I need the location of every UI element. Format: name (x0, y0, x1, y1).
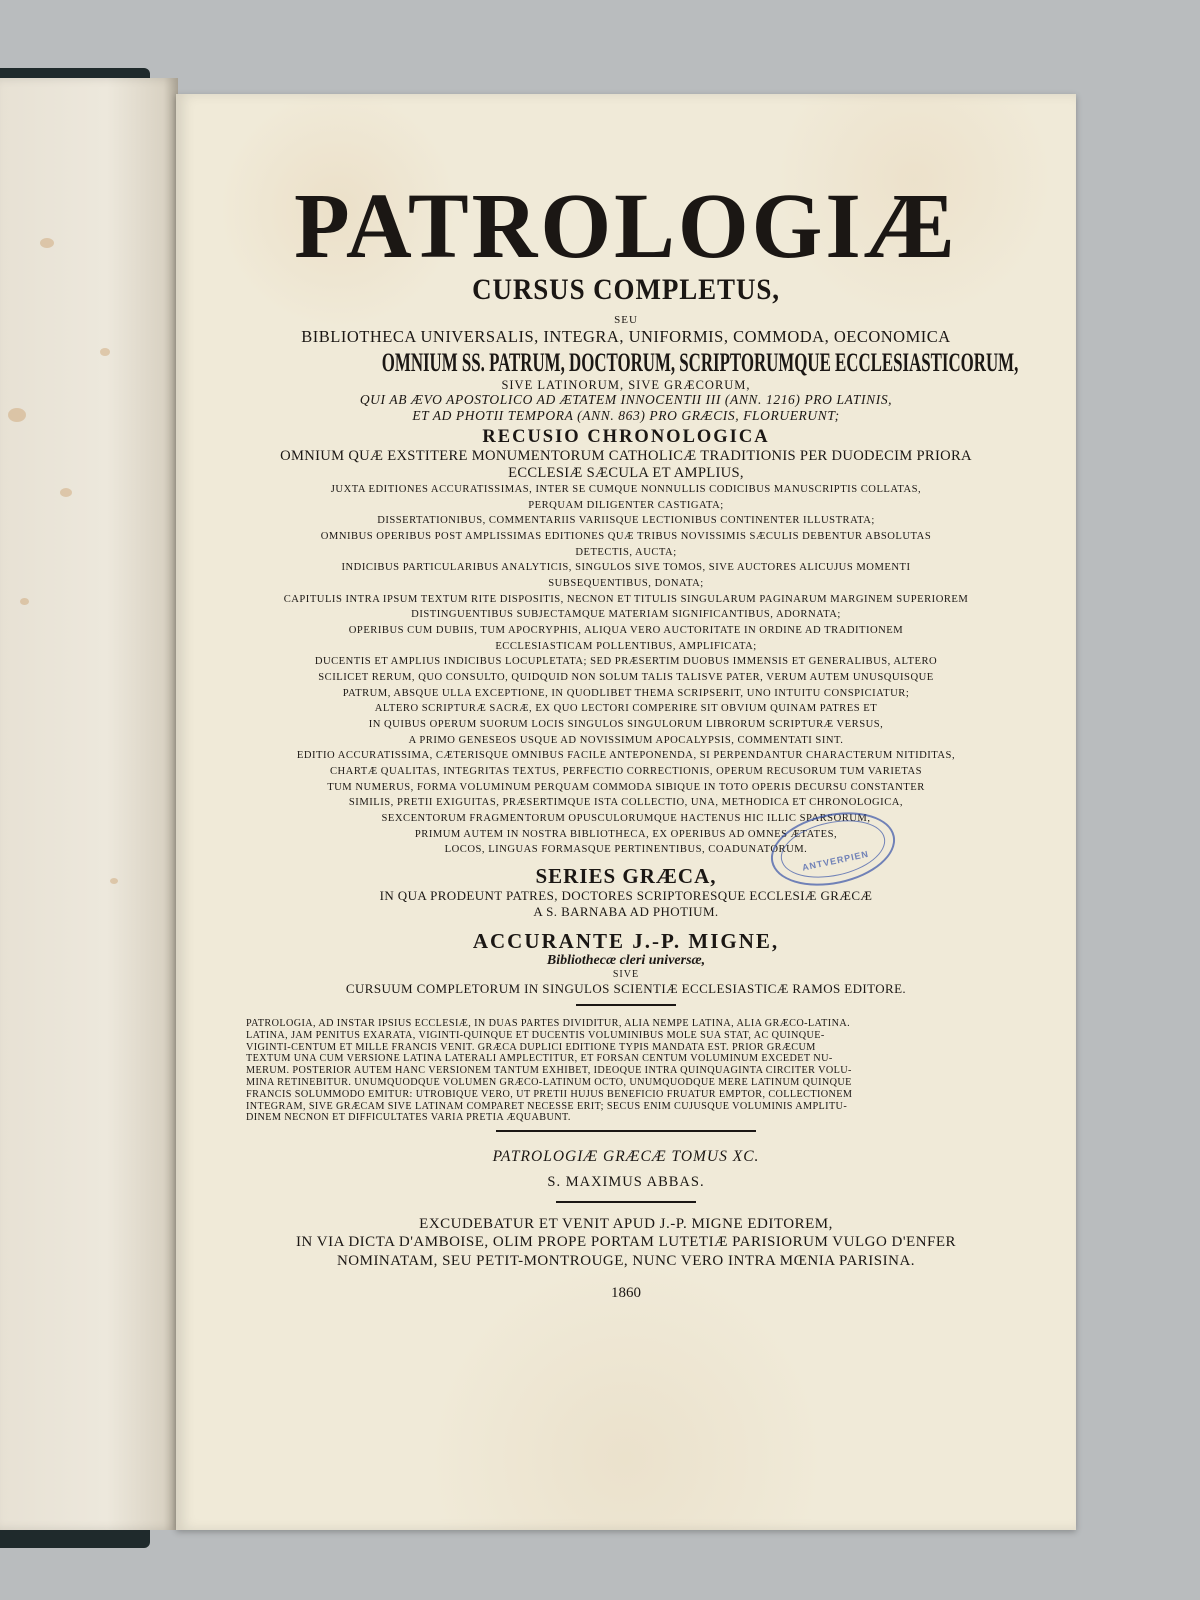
stamp-text: ANTVERPIEN (801, 848, 870, 873)
paragraph-line: VIGINTI-CENTUM ET MILLE FRANCIS VENIT. GRÆCA DUPLICI EDITIONE TYPIS MANDATA EST. PRIOR GRÆCUM (246, 1041, 816, 1053)
foxing-spot (100, 348, 110, 356)
bibliothecae-line: Bibliothecæ cleri universæ, (546, 952, 706, 968)
imprint-line-2: IN VIA DICTA D'AMBOISE, OLIM PROPE PORTAM LUTETIÆ PARISIORUM VULGO D'ENFER (295, 1234, 957, 1251)
omnium-quae-line: OMNIUM QUÆ EXSTITERE MONUMENTORUM CATHOLICÆ TRADITIONIS PER DUODECIM PRIORA (280, 448, 972, 465)
publication-year: 1860 (611, 1284, 641, 1301)
recusio-heading: RECUSIO CHRONOLOGICA (482, 426, 770, 447)
ecclesiae-saecula-line: ECCLESIÆ SÆCULA ET AMPLIUS, (508, 465, 744, 482)
body-line: ECCLESIASTICAM POLLENTIBUS, AMPLIFICATA; (495, 640, 757, 652)
omnium-line: OMNIUM SS. PATRUM, DOCTORUM, SCRIPTORUMQUE ECCLESIASTICORUM, (381, 347, 1019, 377)
body-line: IN QUIBUS OPERUM SUORUM LOCIS SINGULOS SINGULORUM LIBRORUM SCRIPTURÆ VERSUS, (368, 719, 884, 731)
paragraph-line: LATINA, JAM PENITUS EXARATA, VIGINTI-QUINQUE ET DUCENTIS VOLUMINIBUS MOLE SUA STAT, AC QUINQUE- (246, 1029, 825, 1041)
body-line: SIMILIS, PRETII EXIGUITAS, PRÆSERTIMQUE ISTA COLLECTIO, UNA, METHODICA ET CHRONOLOGICA, (348, 797, 904, 809)
paragraph-line: MERUM. POSTERIOR AUTEM HANC VERSIONEM TANTUM EXHIBET, IDEOQUE INTRA QUINQUAGINTA CIRCITER VOLU- (246, 1065, 852, 1077)
body-lines (228, 482, 1024, 858)
body-line: CHARTÆ QUALITAS, INTEGRITAS TEXTUS, PERFECTIO CORRECTIONIS, OPERUM RECUSORUM TUM VARIETAS (329, 766, 923, 778)
main-title: PATROLOGIÆ (294, 173, 958, 278)
body-line: SEXCENTORUM FRAGMENTORUM OPUSCULORUMQUE HACTENUS HIC ILLIC SPARSORUM, (381, 813, 871, 825)
cursuum-line: CURSUUM COMPLETORUM IN SINGULOS SCIENTIÆ ECCLESIASTICÆ RAMOS EDITORE. (345, 980, 907, 996)
body-line: PRIMUM AUTEM IN NOSTRA BIBLIOTHECA, EX OPERIBUS AD OMNES ÆTATES, (414, 828, 838, 840)
imprint-line-3: NOMINATAM, SEU PETIT-MONTROUGE, NUNC VERO INTRA MŒNIA PARISINA. (336, 1253, 916, 1270)
subtitle: CURSUS COMPLETUS, (472, 273, 780, 306)
left-page (0, 78, 178, 1530)
body-line: ALTERO SCRIPTURÆ SACRÆ, EX QUO LECTORI COMPERIRE SIT OBVIUM QUINAM PATRES ET (374, 703, 878, 715)
body-line: PATRUM, ABSQUE ULLA EXCEPTIONE, IN QUODLIBET THEMA SCRIPSERIT, UNO INTUITU CONSPICIATUR; (342, 687, 910, 699)
accurante-heading: ACCURANTE J.-P. MIGNE, (472, 928, 780, 953)
paragraph-line: MINA RETINEBITUR. UNUMQUODQUE VOLUMEN GRÆCO-LATINUM OCTO, UNUMQUODQUE MERE LATINUM QUINQUE (246, 1076, 852, 1088)
body-line: CAPITULIS INTRA IPSUM TEXTUM RITE DISPOSITIS, NECNON ET TITULIS SINGULARUM PAGINARUM MARGINEM SUPERIOREM (283, 593, 969, 605)
title-text-block (228, 173, 1024, 1302)
foxing-spot (110, 878, 118, 884)
body-line: DETECTIS, AUCTA; (575, 546, 677, 558)
sive-line: SIVE LATINORUM, SIVE GRÆCORUM, (501, 377, 751, 392)
tomus-line: PATROLOGIÆ GRÆCÆ TOMUS XC. (492, 1147, 760, 1165)
body-line: DUCENTIS ET AMPLIUS INDICIBUS LOCUPLETATA; SED PRÆSERTIM DUOBUS IMMENSIS ET GENERALIBUS, ALTERO (314, 656, 938, 668)
body-line: SUBSEQUENTIBUS, DONATA; (548, 577, 704, 589)
foxing-spot (20, 598, 29, 605)
sive-editor-line: SIVE (612, 969, 640, 981)
series-heading: SERIES GRÆCA, (535, 864, 717, 889)
bibliotheca-line: BIBLIOTHECA UNIVERSALIS, INTEGRA, UNIFORMIS, COMMODA, OECONOMICA (301, 326, 951, 346)
body-line: INDICIBUS PARTICULARIBUS ANALYTICIS, SINGULOS SIVE TOMOS, SIVE AUCTORES ALICUJUS MOMENTI (341, 562, 911, 574)
body-line: DISTINGUENTIBUS SUBJECTAMQUE MATERIAM SIGNIFICANTIBUS, ADORNATA; (411, 609, 841, 621)
paragraph-line: INTEGRAM, SIVE GRÆCAM SIVE LATINAM COMPARET NECESSE ERIT; SECUS ENIM CUJUSQUE VOLUMINIS AMPLITU- (246, 1100, 848, 1112)
body-line: PERQUAM DILIGENTER CASTIGATA; (528, 499, 724, 511)
author-line: S. MAXIMUS ABBAS. (547, 1173, 705, 1190)
body-line: OMNIBUS OPERIBUS POST AMPLISSIMAS EDITIONES QUÆ TRIBUS NOVISSIMIS SÆCULIS DEBENTUR ABSOLUTAS (320, 530, 932, 542)
foxing-spot (60, 488, 72, 497)
body-line: JUXTA EDITIONES ACCURATISSIMAS, INTER SE CUMQUE NONNULLIS CODICIBUS MANUSCRIPTIS COLLATAS, (330, 483, 922, 495)
pricing-paragraph (246, 1018, 1006, 1124)
series-line-2: A S. BARNABA AD PHOTIUM. (533, 903, 719, 919)
photii-line: ET AD PHOTII TEMPORA (ANN. 863) PRO GRÆCIS, FLORUERUNT; (412, 407, 840, 423)
title-page (176, 94, 1076, 1530)
imprint-line-1: EXCUDEBATUR ET VENIT APUD J.-P. MIGNE EDITOREM, (419, 1215, 833, 1232)
paragraph-line: FRANCIS SOLUMMODO EMITUR: UTROBIQUE VERO, UT PRETII HUJUS BENEFICIO FRUATUR EMPTOR, COLLECTIONEM (246, 1088, 853, 1100)
foxing-spot (8, 408, 26, 422)
qui-ab-aevo-line: QUI AB ÆVO APOSTOLICO AD ÆTATEM INNOCENTII III (ANN. 1216) PRO LATINIS, (359, 392, 893, 408)
body-line: LOCOS, LINGUAS FORMASQUE PERTINENTIBUS, COADUNATORUM. (444, 844, 808, 856)
body-line: SCILICET RERUM, QUO CONSULTO, QUIDQUID NON SOLUM TALIS TALISVE PATER, VERUM AUTEM UNUSQUISQUE (318, 672, 934, 683)
body-line: OPERIBUS CUM DUBIIS, TUM APOCRYPHIS, ALIQUA VERO AUCTORITATE IN ORDINE AD TRADITIONEM (348, 624, 904, 636)
paragraph-line: DINEM NECNON ET DIFFICULTATES VARIA PRETIA ÆQUABUNT. (246, 1112, 571, 1124)
body-line: EDITIO ACCURATISSIMA, CÆTERISQUE OMNIBUS FACILE ANTEPONENDA, SI PERPENDANTUR CHARACTERUM NITIDITAS, (296, 750, 956, 762)
series-line-1: IN QUA PRODEUNT PATRES, DOCTORES SCRIPTORESQUE ECCLESIÆ GRÆCÆ (379, 888, 873, 904)
foxing-spot (40, 238, 54, 248)
paragraph-line: TEXTUM UNA CUM VERSIONE LATINA LATERALI AMPLECTITUR, ET FORSAN CENTUM VOLUMINUM EXCEDET NU- (246, 1053, 833, 1065)
divider-rule (496, 1130, 756, 1132)
body-line: A PRIMO GENESEOS USQUE AD NOVISSIMUM APOCALYPSIS, COMMENTATI SINT. (408, 734, 844, 746)
paragraph-line: PATROLOGIA, AD INSTAR IPSIUS ECCLESIÆ, IN DUAS PARTES DIVIDITUR, ALIA NEMPE LATINA, ALIA GRÆCO-LATINA. (246, 1017, 851, 1029)
body-line: TUM NUMERUS, FORMA VOLUMINUM PERQUAM COMMODA SIBIQUE IN TOTO OPERIS DECURSU CONSTANTER (327, 781, 925, 793)
body-line: DISSERTATIONIBUS, COMMENTARIIS VARIISQUE LECTIONIBUS CONTINENTER ILLUSTRATA; (377, 515, 875, 527)
divider-rule (576, 1004, 676, 1006)
divider-rule (556, 1201, 696, 1203)
seu-line: SEU (614, 313, 638, 326)
